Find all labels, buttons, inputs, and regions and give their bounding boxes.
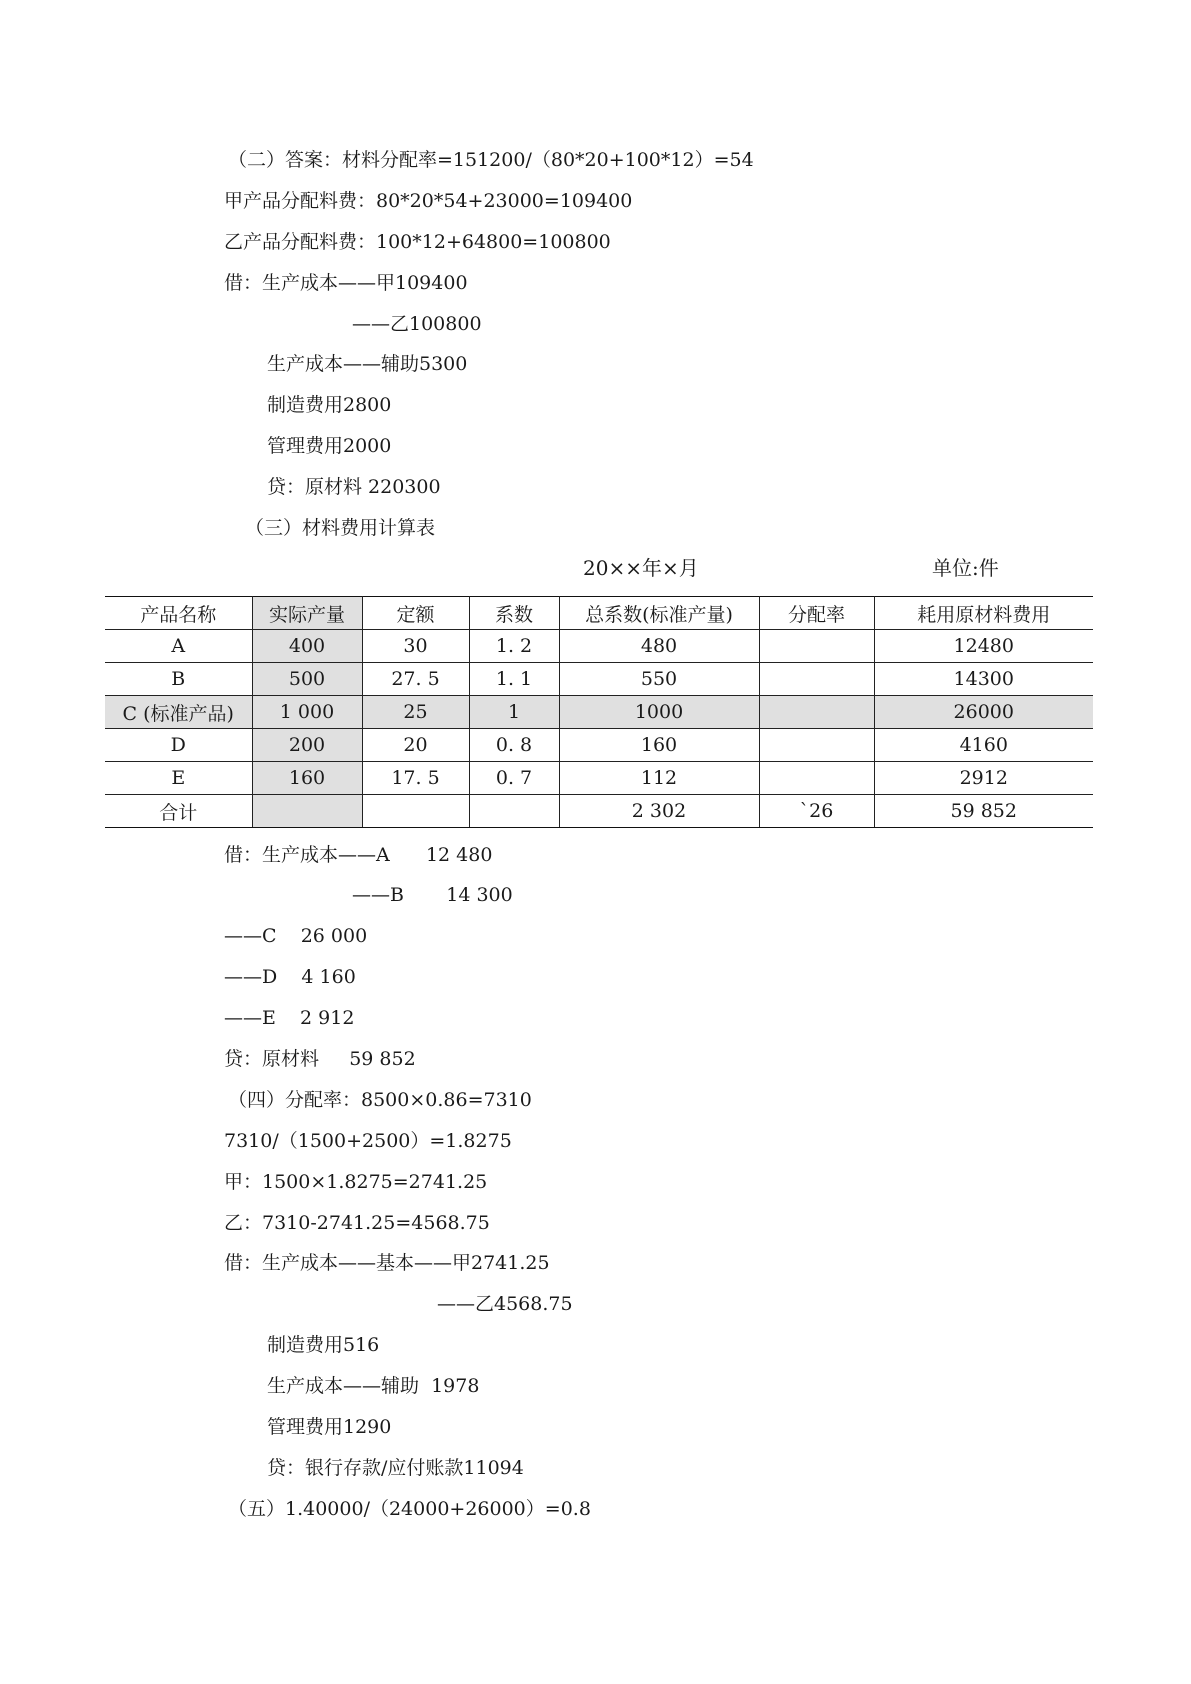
cell-product: C (标准产品) xyxy=(105,696,252,729)
table-date: 20××年×月 xyxy=(583,556,699,580)
col-header-allocation-rate: 分配率 xyxy=(759,597,874,630)
cell-quota: 27. 5 xyxy=(362,663,469,696)
cell-total-coefficient: 112 xyxy=(559,762,759,795)
line-section-2-answer: （二）答案：材料分配率=151200/（80*20+100*12）=54 xyxy=(228,149,754,171)
cell-material-cost: 59 852 xyxy=(874,795,1093,828)
line-admin-expense: 管理费用2000 xyxy=(267,435,392,457)
cell-allocation-rate xyxy=(759,696,874,729)
cell-allocation-rate xyxy=(759,762,874,795)
cell-total-coefficient: 2 302 xyxy=(559,795,759,828)
line-debit-c: ——C 26 000 xyxy=(224,925,368,947)
line-debit-b: ——B 14 300 xyxy=(352,884,513,906)
cell-quota: 30 xyxy=(362,630,469,663)
col-header-total-coefficient: 总系数(标准产量) xyxy=(559,597,759,630)
cell-coefficient: 0. 8 xyxy=(469,729,559,762)
table-row xyxy=(105,762,1093,795)
line-rate-calc: 7310/（1500+2500）=1.8275 xyxy=(224,1130,512,1152)
line-jia-allocation: 甲产品分配料费：80*20*54+23000=109400 xyxy=(224,190,633,212)
table-row xyxy=(105,663,1093,696)
line-debit-aux: 生产成本——辅助5300 xyxy=(267,353,468,375)
cell-coefficient: 1 xyxy=(469,696,559,729)
col-header-material-cost: 耗用原材料费用 xyxy=(874,597,1093,630)
col-header-coefficient: 系数 xyxy=(469,597,559,630)
line-credit-bank: 贷：银行存款/应付账款11094 xyxy=(267,1457,524,1479)
line-manufacturing-overhead: 制造费用2800 xyxy=(267,394,392,416)
col-header-product: 产品名称 xyxy=(105,597,252,630)
table-header-row xyxy=(105,597,1093,630)
cell-allocation-rate xyxy=(759,630,874,663)
col-header-quota: 定额 xyxy=(362,597,469,630)
cell-coefficient: 1. 2 xyxy=(469,630,559,663)
cell-material-cost: 4160 xyxy=(874,729,1093,762)
col-header-actual-output: 实际产量 xyxy=(252,597,362,630)
line-debit-basic-yi: ——乙4568.75 xyxy=(437,1293,573,1315)
cell-coefficient: 0. 7 xyxy=(469,762,559,795)
cell-coefficient: 1. 1 xyxy=(469,663,559,696)
line-debit-a: 借：生产成本——A 12 480 xyxy=(224,844,493,866)
line-debit-e: ——E 2 912 xyxy=(224,1007,355,1029)
cell-material-cost: 14300 xyxy=(874,663,1093,696)
cell-material-cost: 12480 xyxy=(874,630,1093,663)
line-yi-allocation: 乙产品分配料费：100*12+64800=100800 xyxy=(224,231,611,253)
material-cost-table xyxy=(105,596,1093,828)
line-admin-1290: 管理费用1290 xyxy=(267,1416,392,1438)
cell-actual-output: 500 xyxy=(252,663,362,696)
table-row-standard-product xyxy=(105,696,1093,729)
line-section-5: （五）1.40000/（24000+26000）=0.8 xyxy=(228,1498,591,1520)
line-debit-basic-jia: 借：生产成本——基本——甲2741.25 xyxy=(224,1252,550,1274)
line-credit-materials: 贷：原材料 220300 xyxy=(267,476,441,498)
line-debit-jia: 借：生产成本——甲109400 xyxy=(224,272,468,294)
line-yi-calc: 乙：7310-2741.25=4568.75 xyxy=(224,1212,490,1234)
line-overhead-516: 制造费用516 xyxy=(267,1334,380,1356)
cell-quota: 17. 5 xyxy=(362,762,469,795)
line-section-4-rate: （四）分配率：8500×0.86=7310 xyxy=(228,1089,532,1111)
cell-product: B xyxy=(105,663,252,696)
cell-allocation-rate: `26 xyxy=(759,795,874,828)
cell-allocation-rate xyxy=(759,729,874,762)
cell-quota: 25 xyxy=(362,696,469,729)
table-row xyxy=(105,729,1093,762)
cell-total-coefficient: 550 xyxy=(559,663,759,696)
table-row-total xyxy=(105,795,1093,828)
line-jia-calc: 甲：1500×1.8275=2741.25 xyxy=(224,1171,488,1193)
cell-allocation-rate xyxy=(759,663,874,696)
line-debit-d: ——D 4 160 xyxy=(224,966,356,988)
cell-total-coefficient: 480 xyxy=(559,630,759,663)
line-section-3-title: （三）材料费用计算表 xyxy=(245,517,436,539)
cell-actual-output: 200 xyxy=(252,729,362,762)
cell-total-coefficient: 160 xyxy=(559,729,759,762)
table-unit: 单位:件 xyxy=(932,556,999,580)
cell-total-coefficient: 1000 xyxy=(559,696,759,729)
cell-quota: 20 xyxy=(362,729,469,762)
line-aux-1978: 生产成本——辅助 1978 xyxy=(267,1375,480,1397)
cell-product: E xyxy=(105,762,252,795)
table-row xyxy=(105,630,1093,663)
cell-actual-output: 160 xyxy=(252,762,362,795)
line-credit-materials-total: 贷：原材料 59 852 xyxy=(224,1048,416,1070)
cell-actual-output xyxy=(252,795,362,828)
cell-actual-output: 1 000 xyxy=(252,696,362,729)
cell-actual-output: 400 xyxy=(252,630,362,663)
cell-product: 合计 xyxy=(105,795,252,828)
cell-material-cost: 2912 xyxy=(874,762,1093,795)
cell-product: D xyxy=(105,729,252,762)
cell-material-cost: 26000 xyxy=(874,696,1093,729)
cell-coefficient xyxy=(469,795,559,828)
cell-product: A xyxy=(105,630,252,663)
line-debit-yi: ——乙100800 xyxy=(352,313,482,335)
cell-quota xyxy=(362,795,469,828)
